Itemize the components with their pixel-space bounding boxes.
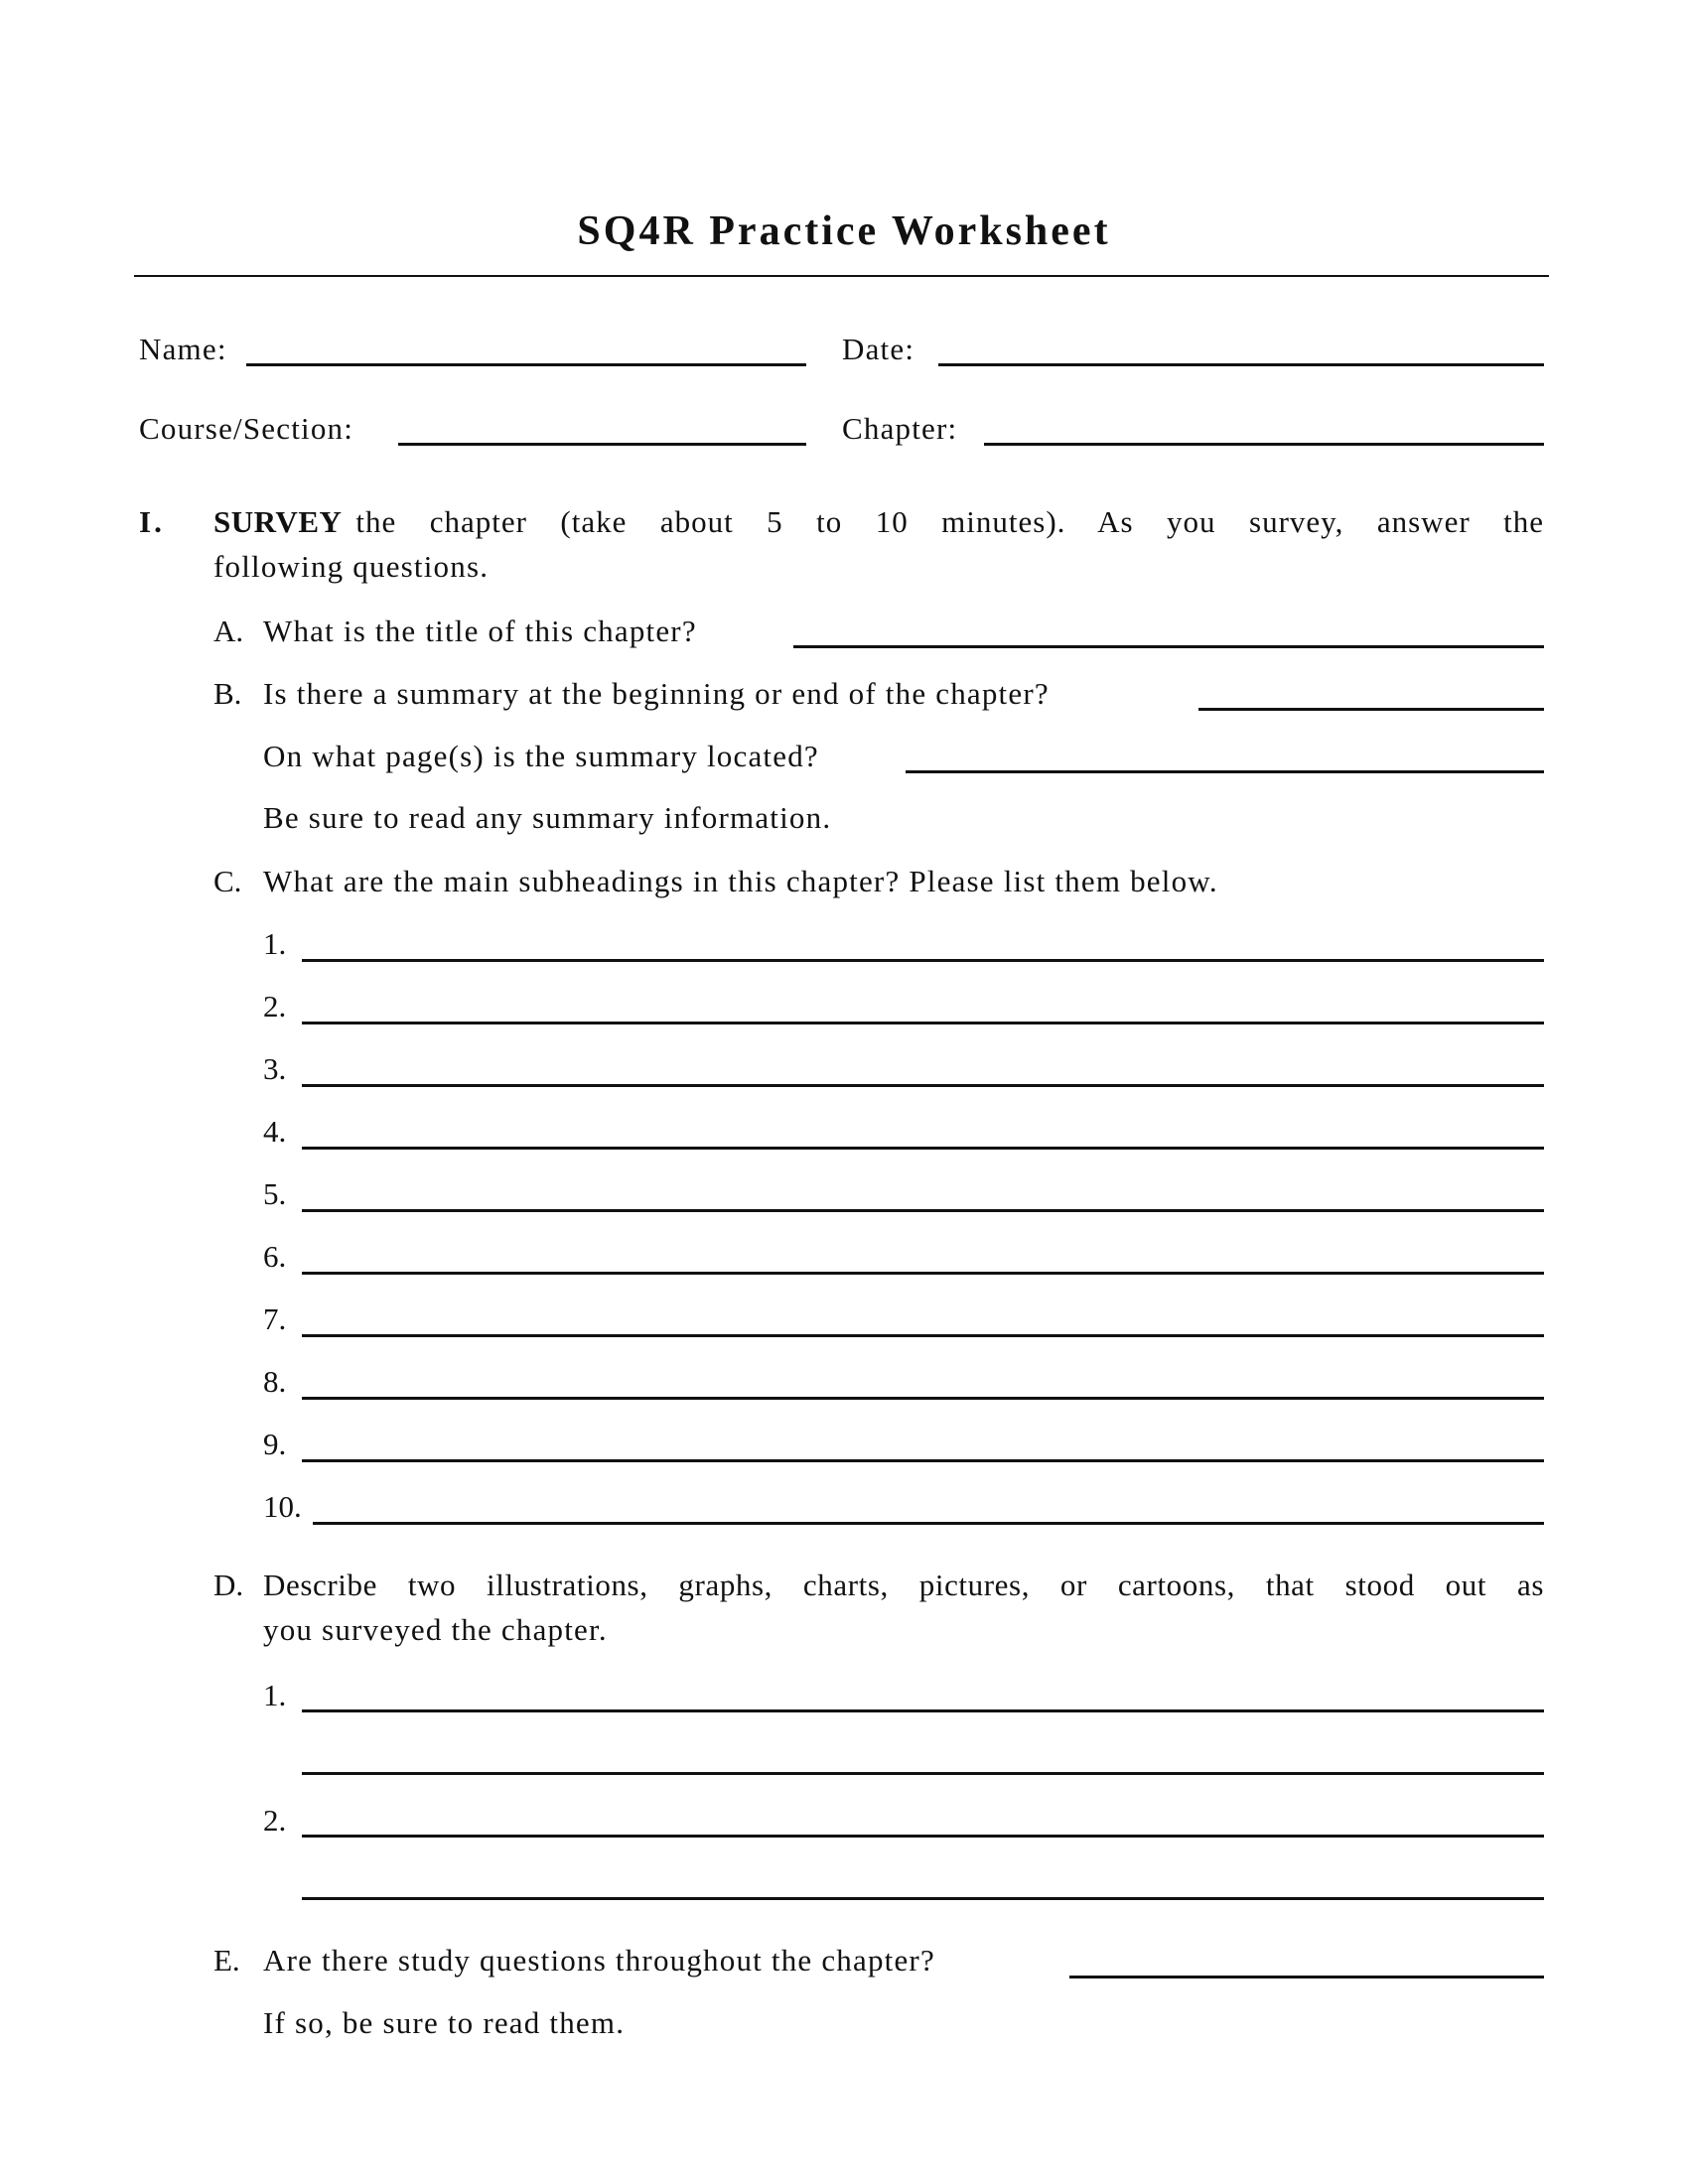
illustration-field[interactable] <box>302 1709 1544 1712</box>
illustration-number: 1. <box>263 1678 287 1712</box>
illustration-field-continued[interactable] <box>302 1897 1544 1900</box>
chapter-label: Chapter: <box>842 411 958 446</box>
course-section-label: Course/Section: <box>139 411 354 446</box>
question-d-line2: you surveyed the chapter. <box>263 1612 608 1647</box>
subheading-number: 10. <box>263 1489 302 1524</box>
subheading-number: 8. <box>263 1364 287 1399</box>
question-c-letter: C. <box>213 864 242 898</box>
summary-page-question: On what page(s) is the summary located? <box>263 739 819 773</box>
subheading-field[interactable] <box>302 1459 1544 1462</box>
subheading-field[interactable] <box>302 1334 1544 1337</box>
question-a-text: What is the title of this chapter? <box>263 614 697 648</box>
date-label: Date: <box>842 332 915 366</box>
illustration-field-continued[interactable] <box>302 1772 1544 1775</box>
subheading-field[interactable] <box>302 1084 1544 1087</box>
question-b-text: Is there a summary at the beginning or end of the chapter? <box>263 676 1050 711</box>
section-numeral: I. <box>139 504 165 539</box>
subheading-field[interactable] <box>302 1022 1544 1024</box>
subheading-number: 7. <box>263 1301 287 1336</box>
date-field[interactable] <box>938 363 1544 366</box>
subheading-field[interactable] <box>302 1147 1544 1150</box>
name-field[interactable] <box>246 363 806 366</box>
section-intro-line2: following questions. <box>213 549 490 584</box>
subheading-field[interactable] <box>302 959 1544 962</box>
section-intro-text: the chapter (take about 5 to 10 minutes). As you survey, answer the <box>355 504 1544 539</box>
question-e-letter: E. <box>213 1943 240 1978</box>
subheading-number: 6. <box>263 1239 287 1274</box>
subheading-number: 4. <box>263 1114 287 1149</box>
subheading-number: 2. <box>263 989 287 1024</box>
question-a-letter: A. <box>213 614 244 648</box>
subheading-number: 3. <box>263 1051 287 1086</box>
page-title: SQ4R Practice Worksheet <box>577 208 1111 254</box>
summary-answer-field[interactable] <box>1198 708 1544 711</box>
question-e-text: Are there study questions throughout the chapter? <box>263 1943 935 1978</box>
subheading-field[interactable] <box>302 1272 1544 1275</box>
summary-note: Be sure to read any summary information. <box>263 800 832 835</box>
subheading-number: 9. <box>263 1427 287 1461</box>
subheading-number: 1. <box>263 926 287 961</box>
question-d-line1: Describe two illustrations, graphs, charts, pictures, or cartoons, that stood out as <box>263 1568 1544 1602</box>
title-rule <box>134 275 1549 277</box>
subheading-field[interactable] <box>302 1209 1544 1212</box>
name-label: Name: <box>139 332 227 366</box>
section-intro-line1 <box>213 504 1544 540</box>
illustration-field[interactable] <box>302 1835 1544 1838</box>
subheading-field[interactable] <box>302 1397 1544 1400</box>
course-section-field[interactable] <box>398 443 806 446</box>
study-questions-field[interactable] <box>1069 1976 1544 1979</box>
question-b-letter: B. <box>213 676 242 711</box>
illustration-number: 2. <box>263 1803 287 1838</box>
study-questions-note: If so, be sure to read them. <box>263 2005 626 2040</box>
question-c-text: What are the main subheadings in this chapter? Please list them below. <box>263 864 1218 898</box>
subheading-number: 5. <box>263 1176 287 1211</box>
chapter-title-field[interactable] <box>793 645 1544 648</box>
summary-page-field[interactable] <box>906 770 1544 773</box>
question-d-letter: D. <box>213 1568 244 1602</box>
survey-keyword: SURVEY <box>213 504 343 539</box>
subheading-field[interactable] <box>313 1522 1544 1525</box>
chapter-field[interactable] <box>984 443 1544 446</box>
